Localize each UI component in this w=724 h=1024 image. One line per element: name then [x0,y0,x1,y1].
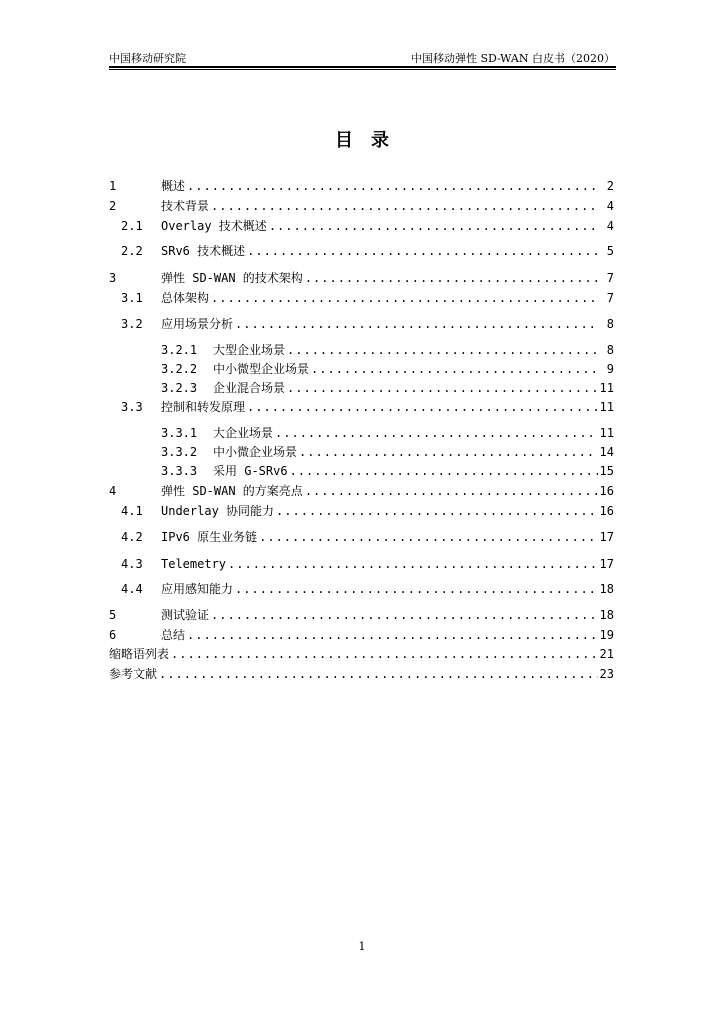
toc-title: 目录 [335,130,407,151]
toc-leader-dots [311,361,598,377]
toc-entry-page: 8 [606,343,614,357]
toc-entry[interactable] [109,556,614,572]
toc-leader-dots [305,270,598,286]
toc-entry-number: 1 [109,179,117,193]
toc-leader-dots [187,627,598,643]
toc-entry[interactable] [109,361,614,377]
toc-entry-title: 应用感知能力 [161,582,234,596]
toc-entry[interactable] [109,483,614,499]
toc-entry-title: Underlay 协同能力 [161,504,275,518]
toc-entry-page: 4 [606,219,614,233]
toc-entry-title: Overlay 技术概述 [161,219,267,233]
toc-entry-title: 中小微型企业场景 [213,362,310,376]
toc-entry-title: 概述 [161,179,186,193]
toc-entry-number: 4.3 [121,557,143,571]
toc-entry-number: 3.2.3 [161,381,198,395]
toc-entry-page: 11 [599,426,614,440]
toc-entry-page: 7 [606,291,614,305]
toc-entry-page: 4 [606,199,614,213]
toc-leader-dots [287,380,598,396]
toc-entry-title: 大型企业场景 [213,343,286,357]
toc-entry-page: 16 [599,504,614,518]
toc-entry-title: IPv6 原生业务链 [161,530,258,544]
toc-entry-page: 18 [599,608,614,622]
toc-leader-dots [259,529,597,545]
toc-entry-number: 4.2 [121,530,143,544]
toc-entry[interactable] [109,425,614,441]
toc-entry-number: 3.3.1 [161,426,198,440]
toc-leader-dots [159,666,598,682]
toc-entry-number: 3.3 [121,400,143,414]
toc-leader-dots [305,483,598,499]
toc-entry-page: 21 [599,647,614,661]
toc-leader-dots [235,316,598,332]
toc-entry-title: 应用场景分析 [161,317,234,331]
toc-leader-dots [290,463,598,479]
toc-entry-title: 弹性 SD-WAN 的技术架构 [161,271,303,285]
toc-leader-dots [299,444,598,460]
toc-entry-page: 5 [606,244,614,258]
toc-entry-page: 15 [599,464,614,478]
toc-entry-number: 5 [109,608,117,622]
toc-entry[interactable] [109,666,614,682]
toc-entry-page: 11 [599,400,614,414]
toc-entry-page: 19 [599,628,614,642]
toc-entry[interactable] [109,529,614,545]
toc-entry[interactable] [109,503,614,519]
toc-entry-title: 总结 [161,628,186,642]
toc-entry[interactable] [109,198,614,214]
toc-entry-number: 4.4 [121,582,143,596]
toc-leader-dots [228,556,598,572]
toc-entry-number: 2 [109,199,117,213]
toc-entry-number: 3.3.2 [161,445,198,459]
toc-leader-dots [275,425,598,441]
toc-entry-title: 缩略语列表 [109,647,170,661]
toc-leader-dots [247,399,598,415]
toc-entry-title: 测试验证 [161,608,210,622]
toc-entry-title: 控制和转发原理 [161,400,246,414]
toc-entry[interactable] [109,581,614,597]
toc-entry[interactable] [109,399,614,415]
toc-leader-dots [211,607,598,623]
toc-entry-number: 4 [109,484,117,498]
toc-entry-number: 2.1 [121,219,143,233]
toc-entry[interactable] [109,463,614,479]
toc-leader-dots [235,581,598,597]
toc-entry-page: 7 [606,271,614,285]
toc-entry-number: 6 [109,628,117,642]
header-left-org: 中国移动研究院 [109,52,186,65]
toc-entry-number: 3.2.1 [161,343,198,357]
toc-entry[interactable] [109,627,614,643]
toc-entry-number: 3.2.2 [161,362,198,376]
toc-entry-title: 大企业场景 [213,426,274,440]
toc-entry-page: 17 [599,530,614,544]
toc-leader-dots [276,503,598,519]
toc-entry[interactable] [109,290,614,306]
table-of-contents [109,0,614,1024]
toc-entry-title: 技术背景 [161,199,210,213]
toc-entry[interactable] [109,243,614,259]
toc-entry[interactable] [109,270,614,286]
toc-entry-title: Telemetry [161,557,227,571]
toc-leader-dots [269,218,598,234]
toc-leader-dots [287,342,598,358]
toc-entry[interactable] [109,218,614,234]
toc-entry[interactable] [109,178,614,194]
toc-entry-title: 参考文献 [109,667,158,681]
toc-entry-number: 3 [109,271,117,285]
toc-entry-title: 弹性 SD-WAN 的方案亮点 [161,484,303,498]
toc-entry-title: 采用 G-SRv6 [213,464,288,478]
toc-entry[interactable] [109,444,614,460]
toc-entry-title: SRv6 技术概述 [161,244,246,258]
page-number: 1 [358,940,366,953]
toc-entry-number: 3.1 [121,291,143,305]
toc-entry[interactable] [109,607,614,623]
toc-entry-page: 18 [599,582,614,596]
toc-entry-number: 2.2 [121,244,143,258]
toc-entry-page: 2 [606,179,614,193]
toc-leader-dots [171,646,598,662]
toc-entry[interactable] [109,646,614,662]
toc-entry-page: 11 [599,381,614,395]
toc-leader-dots [187,178,598,194]
toc-entry[interactable] [109,380,614,396]
toc-entry-page: 9 [606,362,614,376]
toc-entry-page: 14 [599,445,614,459]
toc-entry-page: 23 [599,667,614,681]
toc-entry-page: 17 [599,557,614,571]
toc-entry-number: 3.3.3 [161,464,198,478]
toc-entry[interactable] [109,342,614,358]
toc-entry[interactable] [109,316,614,332]
toc-entry-number: 4.1 [121,504,143,518]
toc-entry-title: 中小微企业场景 [213,445,298,459]
toc-entry-page: 16 [599,484,614,498]
toc-leader-dots [211,290,598,306]
toc-leader-dots [211,198,598,214]
toc-entry-title: 企业混合场景 [213,381,286,395]
toc-entry-number: 3.2 [121,317,143,331]
toc-entry-page: 8 [606,317,614,331]
toc-entry-title: 总体架构 [161,291,210,305]
header-right-doc-title: 中国移动弹性 SD-WAN 白皮书（2020） [411,52,615,65]
toc-leader-dots [247,243,598,259]
